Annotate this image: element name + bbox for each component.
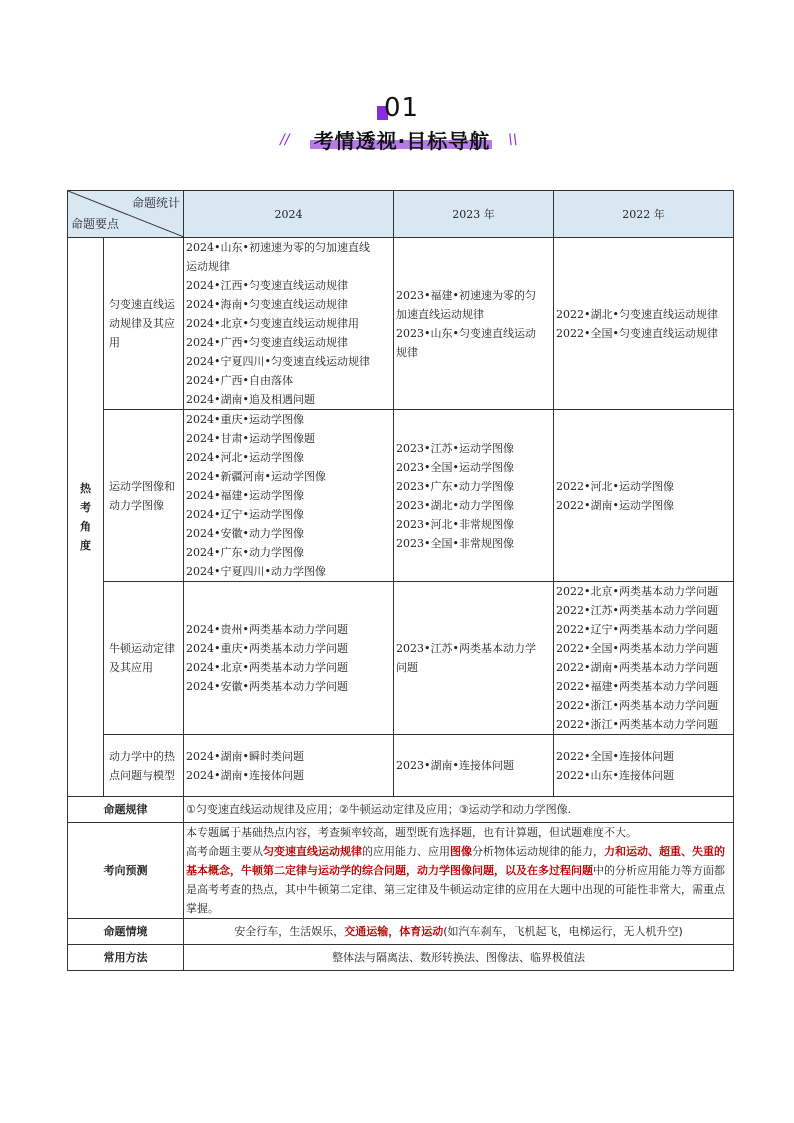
exam-item: 2024•广东•动力学图像 [186,546,304,559]
exam-item: 2022•辽宁•两类基本动力学问题 [556,623,718,636]
exam-item: 2022•浙江•两类基本动力学问题 [556,699,718,712]
exam-item: 2024•江西•匀变速直线运动规律 [186,279,348,292]
methods-label: 常用方法 [68,945,184,971]
exam-item: 规律 [396,345,418,359]
exam-item: 2024•湖南•瞬时类问题 [186,749,304,763]
forecast-text-part: 的应用能力、应用 [362,845,450,858]
exam-item: 2023•山东•匀变速直线运动 [396,326,536,340]
exam-item: 2024•河北•运动学图像 [186,451,304,464]
exam-item: 2023•湖北•动力学图像 [396,498,514,512]
slash-left-decoration: // [280,132,290,148]
exam-item: 2023•湖南•连接体问题 [396,759,514,772]
context-text-part: (如汽车刹车，飞机起飞，电梯运行，无人机升空) [443,925,683,938]
exam-analysis-table [67,190,734,971]
exam-item: 2024•新疆河南•运动学图像 [186,470,326,483]
forecast-highlight: 匀变速直线运动规律 [263,845,362,858]
exam-item: 2024•辽宁•运动学图像 [186,508,304,521]
exam-item: 2024•甘肃•运动学图像题 [186,432,315,445]
exam-item: 2022•江苏•两类基本动力学问题 [556,604,718,617]
exam-item: 2024•湖南•追及相遇问题 [186,393,315,406]
exam-item: 2023•江苏•两类基本动力学 [396,642,536,655]
cell-2023 [394,582,554,735]
context-highlight: 交通运输，体育运动 [344,925,444,938]
cell-2022 [554,582,734,735]
cell-2022 [554,735,734,797]
exam-item: 2022•福建•两类基本动力学问题 [556,680,718,693]
slash-right-decoration: \\ [508,132,518,148]
topic-cell: 运动学图像和动力学图像 [104,410,184,582]
exam-item: 2023•全国•运动学图像 [396,460,514,474]
exam-item: 问题 [396,661,418,674]
exam-item: 2023•福建•初速速为零的匀 [396,288,536,302]
exam-item: 2024•北京•两类基本动力学问题 [186,661,348,674]
forecast-highlight: 力和运动、超重、失重的基本概念，牛顿第二定律与运动学的综合问题，动力学图像问题，以及在多过程问题 [186,845,725,877]
exam-item: 加速直线运动规律 [396,307,484,321]
hot-char: 角 [80,520,91,533]
exam-item: 2024•广西•自由落体 [186,374,293,387]
forecast-paragraph-1: 本专题属于基础热点内容，考查频率较高，题型既有选择题，也有计算题，但试题难度不大。 [186,826,637,839]
exam-item: 2024•重庆•两类基本动力学问题 [186,642,348,655]
exam-item: 2024•广西•匀变速直线运动规律 [186,336,348,349]
hot-char: 热 [80,482,91,495]
exam-item: 运动规律 [186,260,230,273]
hot-char: 考 [80,501,91,514]
exam-item: 2022•全国•匀变速直线运动规律 [556,326,718,340]
cell-2023 [394,735,554,797]
hot-angle-label [68,238,104,797]
forecast-highlight: 图像 [450,845,472,858]
cell-2023 [394,410,554,582]
hot-char: 度 [80,539,91,552]
exam-item: 2024•安徽•两类基本动力学问题 [186,680,348,693]
methods-text: 整体法与隔离法、数形转换法、图像法、临界极值法 [184,945,734,971]
exam-item: 2024•重庆•运动学图像 [186,413,304,426]
year-header-2024: 2024 [184,191,394,238]
exam-item: 2022•湖北•匀变速直线运动规律 [556,307,718,321]
cell-2024 [184,238,394,410]
section-number: 01 [384,93,420,123]
year-header-2022: 2022 年 [554,191,734,238]
exam-item: 2023•全国•非常规图像 [396,536,514,550]
cell-2024 [184,582,394,735]
corner-header [68,191,184,238]
context-text-part: 安全行车，生活娱乐， [234,925,345,938]
section-title-bar [280,128,518,153]
context-text [184,919,734,945]
exam-item: 2024•宁夏四川•动力学图像 [186,565,326,578]
exam-item: 2024•宁夏四川•匀变速直线运动规律 [186,355,370,368]
forecast-text-part: 中的分析应用能力等方面都是高考考查的热点，其中牛顿第二定律、第三定律及牛顿运动定律的应用在大题中出现的可能性非常大，需重点掌握。 [186,864,725,915]
exam-item: 2024•贵州•两类基本动力学问题 [186,623,348,636]
forecast-text [184,823,734,919]
exam-item: 2022•全国•连接体问题 [556,749,674,763]
exam-item: 2023•江苏•运动学图像 [396,441,514,455]
exam-item: 2023•广东•动力学图像 [396,479,514,493]
exam-item: 2024•福建•运动学图像 [186,489,304,502]
section-title: 考情透视·目标导航 [313,129,491,153]
forecast-text-part: 高考命题主要从 [186,845,263,858]
exam-item: 2024•海南•匀变速直线运动规律 [186,298,348,311]
exam-item: 2022•山东•连接体问题 [556,768,674,782]
exam-item: 2024•安徽•动力学图像 [186,527,304,540]
topic-cell: 牛顿运动定律及其应用 [104,582,184,735]
exam-item: 2024•北京•匀变速直线运动规律用 [186,317,359,330]
exam-item: 2022•湖南•两类基本动力学问题 [556,661,718,674]
exam-item: 2024•山东•初速速为零的匀加速直线 [186,241,370,254]
exam-item: 2022•浙江•两类基本动力学问题 [556,718,718,731]
exam-item: 2024•湖南•连接体问题 [186,768,304,782]
forecast-label: 考向预测 [68,823,184,919]
exam-item: 2022•湖南•运动学图像 [556,498,674,512]
cell-2022 [554,238,734,410]
forecast-paragraph-2 [186,842,731,918]
cell-2022 [554,410,734,582]
law-label: 命题规律 [68,797,184,823]
cell-2024 [184,735,394,797]
exam-item: 2022•全国•两类基本动力学问题 [556,642,718,655]
topic-cell: 匀变速直线运动规律及其应用 [104,238,184,410]
topic-cell: 动力学中的热点问题与模型 [104,735,184,797]
exam-item: 2022•河北•运动学图像 [556,479,674,493]
cell-2024 [184,410,394,582]
exam-item: 2022•北京•两类基本动力学问题 [556,585,718,598]
cell-2023 [394,238,554,410]
law-text: ①匀变速直线运动规律及应用；②牛顿运动定律及应用；③运动学和动力学图像. [184,797,734,823]
year-header-2023: 2023 年 [394,191,554,238]
exam-item: 2023•河北•非常规图像 [396,517,514,531]
corner-bottom-label: 命题要点 [71,217,120,231]
context-label: 命题情境 [68,919,184,945]
forecast-text-part: 分析物体运动规律的能力， [472,845,604,858]
corner-top-label: 命题统计 [131,196,180,210]
